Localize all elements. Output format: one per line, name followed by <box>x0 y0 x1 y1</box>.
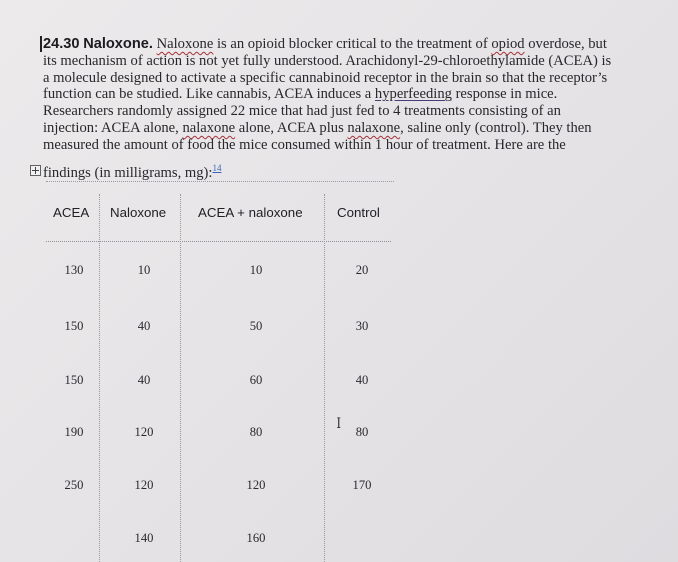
cell-acea-naloxone: 50 <box>249 319 263 333</box>
text-cursor-icon: I <box>336 416 342 432</box>
dotted-rule <box>46 181 394 182</box>
line-body <box>157 36 607 52</box>
footnote-link[interactable]: 14 <box>212 163 222 173</box>
cell-control: 40 <box>355 373 369 387</box>
paragraph-line-5 <box>43 103 663 120</box>
text-run: overdose, but <box>524 36 607 52</box>
text-run: Researchers randomly assigned 22 mice that had just fed to 4 treatments consisting of an <box>43 103 561 120</box>
cell-naloxone: 120 <box>134 425 154 439</box>
cell-acea: 190 <box>64 425 84 439</box>
cell-naloxone: 40 <box>137 319 151 333</box>
text-run: response in mice. <box>451 86 558 103</box>
cell-acea-naloxone: 160 <box>246 531 266 545</box>
cell-naloxone: 120 <box>134 478 154 492</box>
text-run: its mechanism of action is not yet fully understood. Arachidonyl-29-chloroethylamide (ACEA) is <box>43 52 612 69</box>
paragraph-line-4 <box>43 86 663 103</box>
column-divider <box>180 194 181 562</box>
highlighted-word: nalaxone <box>182 119 236 136</box>
header-naloxone: Naloxone <box>110 205 167 220</box>
text-run: function can be studied. Like cannabis, ACEA induces a <box>43 86 375 103</box>
paragraph-line-7 <box>43 137 663 154</box>
text-run: measured the amount of food the mice consumed within 1 hour of treatment. Here are the <box>43 136 566 153</box>
cell-naloxone: 10 <box>137 263 151 277</box>
cell-acea-naloxone: 120 <box>246 478 266 492</box>
highlighted-word: hyperfeeding <box>374 86 452 103</box>
column-divider <box>324 194 325 562</box>
paragraph-line-2 <box>43 53 663 70</box>
text-run: alone, ACEA plus <box>235 119 348 136</box>
problem-title: Naloxone. <box>83 36 153 52</box>
paragraph-line-6 <box>43 120 663 137</box>
cell-control: 80 <box>355 425 369 439</box>
cell-naloxone: 140 <box>134 531 154 545</box>
cell-naloxone: 40 <box>137 373 151 387</box>
cell-acea-naloxone: 60 <box>249 373 263 387</box>
text-run: is an opioid blocker critical to the treatment of <box>213 36 492 52</box>
findings-label: findings (in milligrams, mg): <box>43 164 213 181</box>
header-rule <box>46 241 391 242</box>
cell-control: 20 <box>355 263 369 277</box>
header-acea: ACEA <box>53 205 90 220</box>
text-run: injection: ACEA alone, <box>43 119 183 136</box>
cell-acea: 130 <box>64 263 84 277</box>
cell-acea-naloxone: 10 <box>249 263 263 277</box>
findings-line <box>30 163 221 182</box>
expand-plus-icon[interactable] <box>30 165 41 176</box>
header-control: Control <box>337 205 380 220</box>
cell-acea: 150 <box>64 319 84 333</box>
paragraph-line-3 <box>43 70 663 87</box>
cell-acea: 150 <box>64 373 84 387</box>
problem-paragraph <box>43 36 663 154</box>
cell-acea-naloxone: 80 <box>249 425 263 439</box>
text-run: a molecule designed to activate a specific cannabinoid receptor in the brain so that the receptor’s <box>43 69 608 86</box>
cell-control: 30 <box>355 319 369 333</box>
text-run: , saline only (control). They then <box>400 119 592 136</box>
cell-control: 170 <box>352 478 372 492</box>
problem-number: 24.30 <box>40 36 80 52</box>
highlighted-word: nalaxone <box>347 119 401 136</box>
highlighted-word: Naloxone <box>156 36 214 52</box>
paragraph-line-1 <box>43 36 663 53</box>
highlighted-word: opiod <box>491 36 525 52</box>
cell-acea: 250 <box>64 478 84 492</box>
header-acea-naloxone: ACEA + naloxone <box>198 205 303 220</box>
